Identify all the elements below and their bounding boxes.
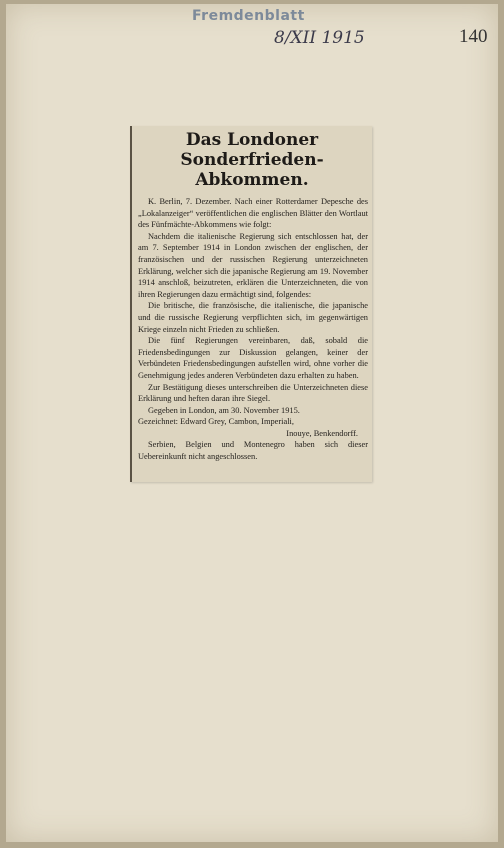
article-signatures: Gezeichnet: Edward Grey, Cambon, Imperiali, — [138, 417, 294, 427]
article-paragraph: Nachdem die italienische Regierung sich entschlossen hat, der am 7. September 1914 in London zwischen der englischen, der französischen und der russischen Regierung unterzeichneten Erklärung, welcher sich die japanische Regierung am 19. November 1914 anschloß, beizutreten, erklären die Unterzeichneten, die von ihren Regierungen dazu ermächtigt sind, folgendes: — [138, 231, 368, 299]
article-paragraph-dateline: K. Berlin, 7. Dezember. Nach einer Rotterdamer Depesche des „Lokalanzeiger“ veröffentlichen die englischen Blätter den Wortlaut des Fünfmächte-Abkommens wie folgt: — [138, 197, 368, 230]
page-number: 140 — [459, 26, 488, 47]
headline-line-2: Abkommen. — [195, 170, 309, 190]
handwritten-date: 8/XII 1915 — [274, 28, 365, 48]
headline-line-1: Das Londoner Sonderfrieden- — [180, 130, 324, 170]
article-paragraph: Zur Bestätigung dieses unterschreiben die Unterzeichneten diese Erklärung und heften daran ihre Siegel. — [138, 382, 368, 404]
article-paragraph: Die fünf Regierungen vereinbaren, daß, sobald die Friedensbedingungen zur Diskussion gelangen, keiner der Verbündeten Friedensbedingungen aufstellen wird, ohne vorher die Genehmigung jedes anderen Verbündeten dazu erhalten zu haben. — [138, 336, 368, 380]
article-paragraph: Die britische, die französische, die italienische, die japanische und die russische Regierung verpflichten sich, im gegenwärtigen Kriege einzeln nicht Frieden zu schließen. — [138, 301, 368, 334]
article-signatures-cont: Inouye, Benkendorff. — [286, 428, 358, 438]
article-body — [138, 196, 368, 463]
newspaper-clipping — [130, 126, 372, 482]
article-paragraph-closing: Serbien, Belgien und Montenegro haben sich dieser Uebereinkunft nicht angeschlossen. — [138, 440, 368, 462]
article-place-date: Gegeben in London, am 30. November 1915. — [148, 405, 300, 415]
article-headline — [136, 130, 368, 190]
newspaper-stamp: Fremdenblatt — [192, 8, 305, 24]
